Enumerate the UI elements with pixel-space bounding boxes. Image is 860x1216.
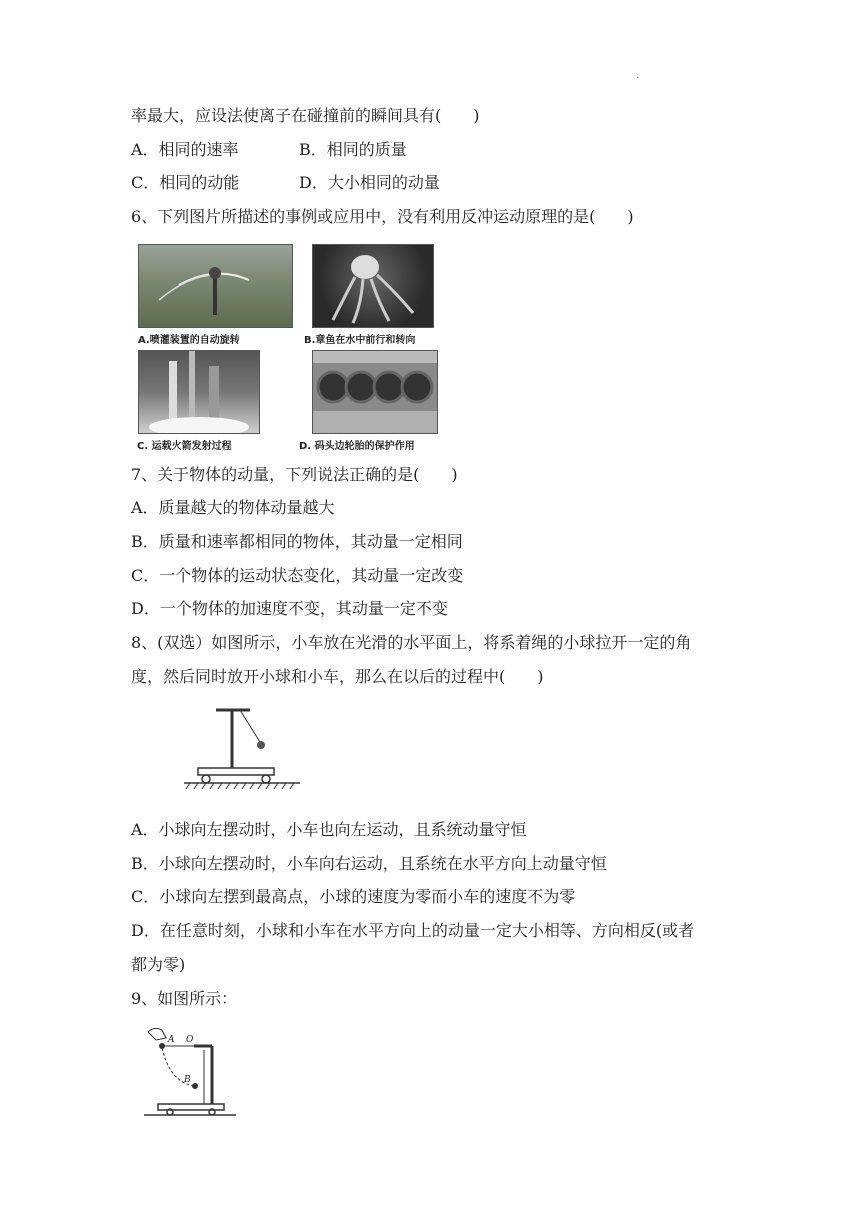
q5-option-a: A．相同的速率	[131, 140, 239, 159]
q8-stem-line1: 8、(双选）如图所示，小车放在光滑的水平面上，将系着绳的小球拉开一定的角	[131, 633, 692, 652]
q7-option-b: B．质量和速率都相同的物体，其动量一定相同	[131, 532, 463, 551]
q6-stem: 6、下列图片所描述的事例或应用中，没有利用反冲运动原理的是( )	[131, 207, 634, 226]
photo-tires	[312, 350, 438, 434]
q8-option-d-line2: 都为零)	[131, 955, 186, 974]
figure-q9	[140, 1022, 240, 1117]
label-a: A	[168, 1035, 175, 1045]
caption-d: D. 码头边轮胎的保护作用	[299, 441, 415, 452]
q8-option-c: C．小球向左摆到最高点，小球的速度为零而小车的速度不为零	[131, 887, 576, 906]
q8-option-b: B．小球向左摆动时，小车向右运动，且系统在水平方向上动量守恒	[131, 854, 607, 873]
q9-stem: 9、如图所示：	[131, 989, 238, 1008]
tires-drawing	[313, 351, 437, 433]
caption-c: C. 运载火箭发射过程	[137, 441, 232, 452]
photo-octopus	[312, 244, 434, 328]
sprinkler-drawing	[139, 245, 292, 327]
q7-option-a: A．质量越大的物体动量越大	[131, 498, 335, 517]
caption-a: A.喷灌装置的自动旋转	[138, 335, 240, 346]
caption-b: B.章鱼在水中前行和转向	[304, 335, 416, 346]
q5-option-c: C．相同的动能	[131, 173, 240, 192]
label-o: O	[186, 1035, 194, 1045]
q8-option-d-line1: D．在任意时刻，小球和小车在水平方向上的动量一定大小相等、方向相反(或者	[131, 921, 695, 940]
top-mark: .	[636, 70, 640, 81]
photo-sprinkler	[138, 244, 293, 328]
q7-stem: 7、关于物体的动量，下列说法正确的是( )	[131, 465, 458, 484]
q7-option-c: C．一个物体的运动状态变化，其动量一定改变	[131, 566, 464, 585]
figure-cart-pendulum	[180, 700, 310, 790]
label-b: B	[184, 1075, 191, 1085]
q5-option-b: B．相同的质量	[299, 140, 407, 159]
q7-option-d: D．一个物体的加速度不变，其动量一定不变	[131, 599, 448, 618]
rocket-drawing	[139, 351, 259, 433]
q5-stem-end: 率最大，应设法使离子在碰撞前的瞬间具有( )	[131, 106, 480, 125]
q5-option-d: D．大小相同的动量	[299, 173, 440, 192]
photo-rocket	[138, 350, 260, 434]
q8-option-a: A．小球向左摆动时，小车也向左运动，且系统动量守恒	[131, 820, 527, 839]
octopus-drawing	[313, 245, 433, 327]
q8-stem-line2: 度，然后同时放开小球和小车，那么在以后的过程中( )	[131, 667, 544, 686]
